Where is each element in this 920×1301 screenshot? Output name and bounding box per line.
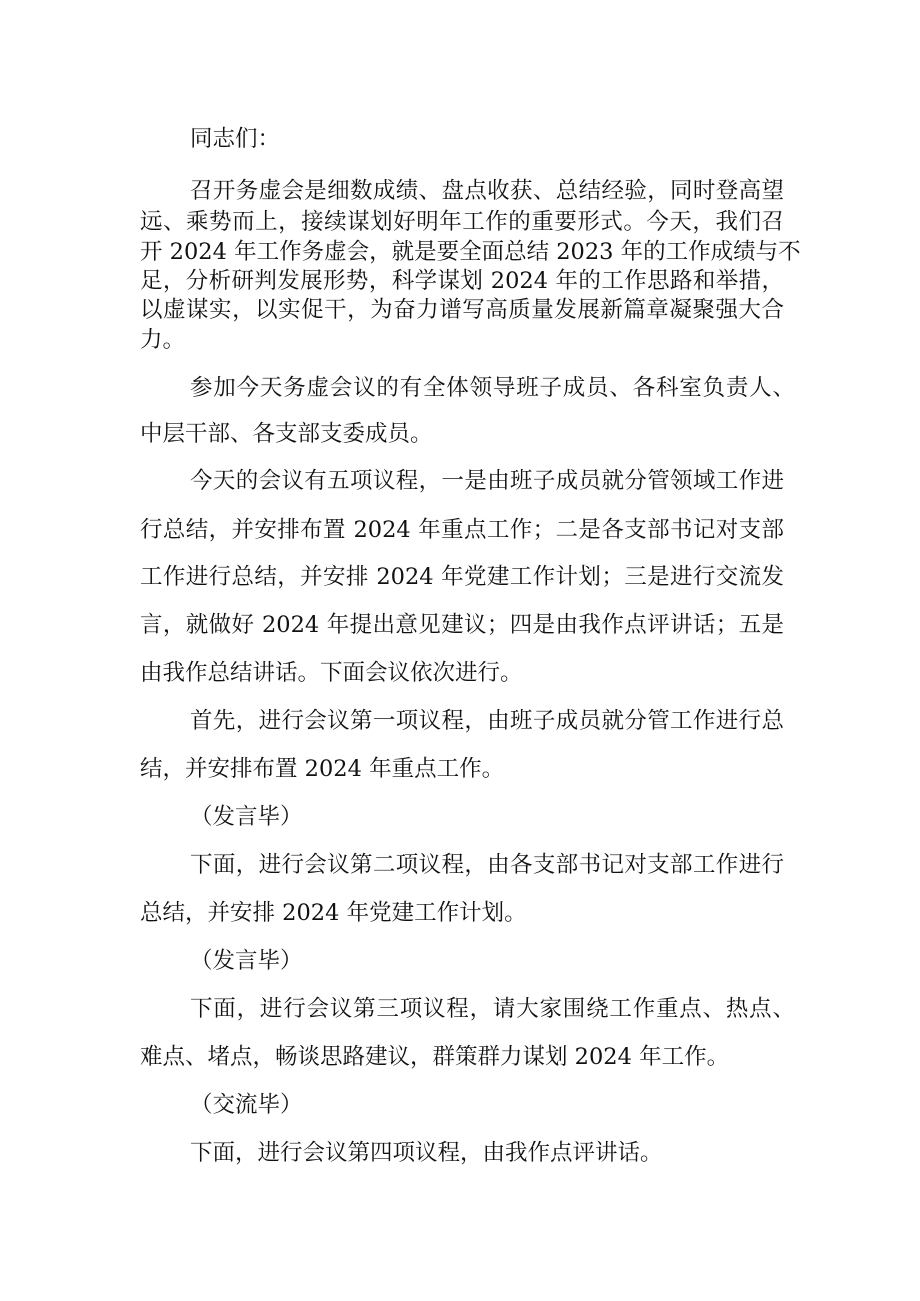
p7-line-1: 下面，进行会议第四项议程，由我作点评讲话。: [190, 1140, 663, 1166]
p1-line-5: 以虚谋实，以实促干，为奋力谱写高质量发展新篇章凝聚强大合: [140, 297, 784, 323]
p4-line-2: 结，并安排布置 2024 年重点工作。: [140, 756, 505, 782]
p6-line-1: 下面，进行会议第三项议程，请大家围绕工作重点、热点、: [190, 996, 795, 1022]
p1-line-3: 开 2024 年工作务虚会，就是要全面总结 2023 年的工作成绩与不: [140, 239, 801, 265]
note-exchange-finished: （交流毕）: [190, 1092, 303, 1118]
p2-line-1: 参加今天务虚会议的有全体领导班子成员、各科室负责人、: [190, 375, 795, 401]
p3-line-2: 行总结，并安排布置 2024 年重点工作；二是各支部书记对支部: [140, 517, 784, 543]
note-speech-finished: （发言毕）: [190, 804, 303, 830]
p3-line-1: 今天的会议有五项议程，一是由班子成员就分管领域工作进: [190, 468, 784, 494]
salutation: 同志们：: [190, 126, 281, 152]
p1-line-6: 力。: [140, 327, 186, 353]
p3-line-4: 言，就做好 2024 年提出意见建议；四是由我作点评讲话；五是: [140, 612, 784, 638]
p6-line-2: 难点、堵点，畅谈思路建议，群策群力谋划 2024 年工作。: [140, 1044, 730, 1070]
p1-line-1: 召开务虚会是细数成绩、盘点收获、总结经验，同时登高望: [190, 178, 784, 204]
p1-line-2: 远、乘势而上，接续谋划好明年工作的重要形式。今天，我们召: [140, 209, 784, 235]
p5-line-2: 总结，并安排 2024 年党建工作计划。: [140, 900, 527, 926]
p3-line-3: 工作进行总结，并安排 2024 年党建工作计划；三是进行交流发: [140, 564, 784, 590]
note-speech-finished: （发言毕）: [190, 948, 303, 974]
p4-line-1: 首先，进行会议第一项议程，由班子成员就分管工作进行总: [190, 708, 784, 734]
p2-line-2: 中层干部、各支部支委成员。: [140, 421, 433, 447]
p1-line-4: 足，分析研判发展形势，科学谋划 2024 年的工作思路和举措，: [140, 268, 784, 294]
p5-line-1: 下面，进行会议第二项议程，由各支部书记对支部工作进行: [190, 852, 784, 878]
p3-line-5: 由我作总结讲话。下面会议依次进行。: [140, 660, 523, 686]
